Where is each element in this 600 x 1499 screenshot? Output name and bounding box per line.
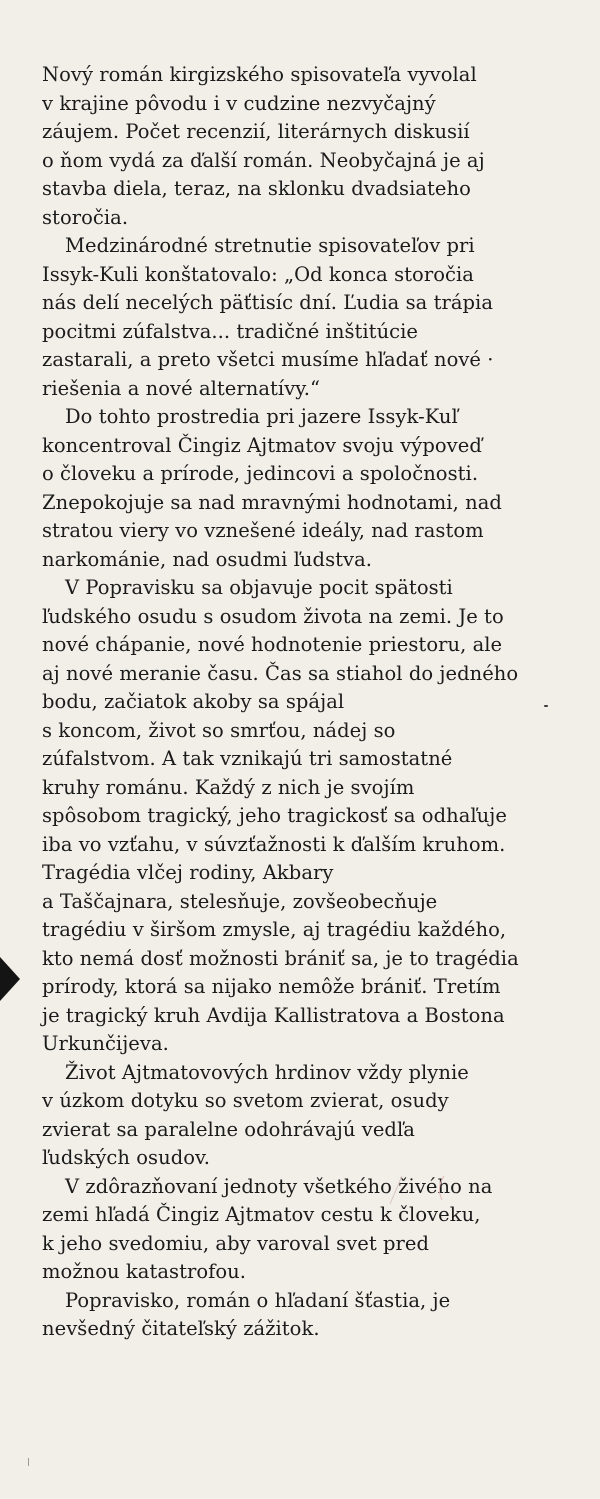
text-line: kto nemá dosť možnosti brániť sa, je to tragédia — [42, 946, 519, 970]
text-line: koncentroval Čingiz Ajtmatov svoju výpoveď — [42, 433, 482, 457]
blurb-text — [42, 61, 582, 1344]
text-line: tragédiu v širšom zmysle, aj tragédiu každého, — [42, 918, 507, 941]
text-line: o ňom vydá za ďalší román. Neobyčajná je aj — [42, 148, 485, 172]
text-line: Život Ajtmatovových hrdinov vždy plynie — [65, 1060, 469, 1084]
text-line: riešenia a nové alternatívy.“ — [42, 376, 321, 400]
text-line: Znepokojuje sa nad mravnými hodnotami, nad — [42, 490, 502, 514]
text-line: ľudského osudu s osudom života na zemi. Je to — [42, 604, 504, 628]
text-line: zastarali, a preto všetci musíme hľadať nové · — [42, 348, 494, 371]
text-line: aj nové meranie času. Čas sa stiahol do jedného — [42, 661, 519, 685]
paragraph-3 — [42, 403, 582, 574]
ink-speck — [544, 705, 548, 707]
text-line: prírody, ktorá sa nijako nemôže brániť. Tretím — [42, 975, 501, 998]
paragraph-6 — [42, 1173, 582, 1287]
text-line: nové chápanie, nové hodnotenie priestoru, ale — [42, 633, 503, 656]
text-line: bodu, začiatok akoby sa spájal — [42, 690, 345, 713]
text-line: nás delí necelých päťtisíc dní. Ľudia sa trápia — [42, 291, 493, 314]
text-line: Nový román kirgizského spisovateľa vyvolal — [42, 63, 477, 86]
triangle-marker-icon — [0, 957, 20, 1001]
text-line: V zdôrazňovaní jednoty všetkého živého na — [65, 1174, 493, 1198]
paragraph-5 — [42, 1059, 582, 1173]
text-line: možnou katastrofou. — [42, 1260, 247, 1283]
text-line: Urkunčijeva. — [42, 1032, 169, 1055]
text-line: o človeku a prírode, jedincovi a spoločnosti. — [42, 462, 479, 485]
paragraph-1 — [42, 61, 582, 232]
text-line: storočia. — [42, 205, 129, 229]
paragraph-7 — [42, 1287, 582, 1344]
text-line: narkománie, nad osudmi ľudstva. — [42, 547, 373, 571]
text-line: v krajine pôvodu i v cudzine nezvyčajný — [42, 91, 436, 115]
text-line: s koncom, život so smrťou, nádej so — [42, 718, 396, 742]
text-line: zvierat sa paralelne odohrávajú vedľa — [42, 1117, 415, 1141]
text-line: je tragický kruh Avdija Kallistratova a Bostona — [42, 1003, 505, 1027]
text-line: spôsobom tragický, jeho tragickosť sa odhaľuje — [42, 804, 507, 827]
text-line: Popravisko, román o hľadaní šťastia, je — [65, 1288, 451, 1312]
text-line: Do tohto prostredia pri jazere Issyk-Kuľ — [65, 405, 458, 428]
text-line: Issyk-Kuli konštatovalo: „Od konca storočia — [42, 262, 474, 286]
text-line: v úzkom dotyku so svetom zvierat, osudy — [42, 1089, 449, 1112]
margin-tick — [28, 1458, 29, 1466]
text-line: stratou viery vo vznešené ideály, nad rastom — [42, 519, 484, 542]
text-line: nevšedný čitateľský zážitok. — [42, 1317, 320, 1340]
text-line: kruhy románu. Každý z nich je svojím — [42, 775, 415, 799]
pencil-mark-icon — [380, 1170, 470, 1210]
text-line: k jeho svedomiu, aby varoval svet pred — [42, 1231, 429, 1255]
text-line: záujem. Počet recenzií, literárnych diskusií — [42, 120, 470, 143]
text-line: zemi hľadá Čingiz Ajtmatov cestu k človeku, — [42, 1203, 481, 1226]
paragraph-2 — [42, 232, 582, 403]
text-line: zúfalstvom. A tak vznikajú tri samostatné — [42, 747, 453, 770]
text-line: V Popravisku sa objavuje pocit spätosti — [65, 576, 453, 599]
text-line: pocitmi zúfalstva... tradičné inštitúcie — [42, 319, 419, 343]
text-line: Tragédia vlčej rodiny, Akbary — [42, 861, 334, 884]
text-line: stavba diela, teraz, na sklonku dvadsiateho — [42, 177, 471, 200]
text-line: a Taščajnara, stelesňuje, zovšeobecňuje — [42, 889, 438, 913]
text-line: iba vo vzťahu, v súvzťažnosti k ďalším kruhom. — [42, 832, 506, 856]
text-line: ľudských osudov. — [42, 1146, 211, 1169]
paragraph-4 — [42, 574, 582, 1059]
text-line: Medzinárodné stretnutie spisovateľov pri — [65, 234, 475, 257]
